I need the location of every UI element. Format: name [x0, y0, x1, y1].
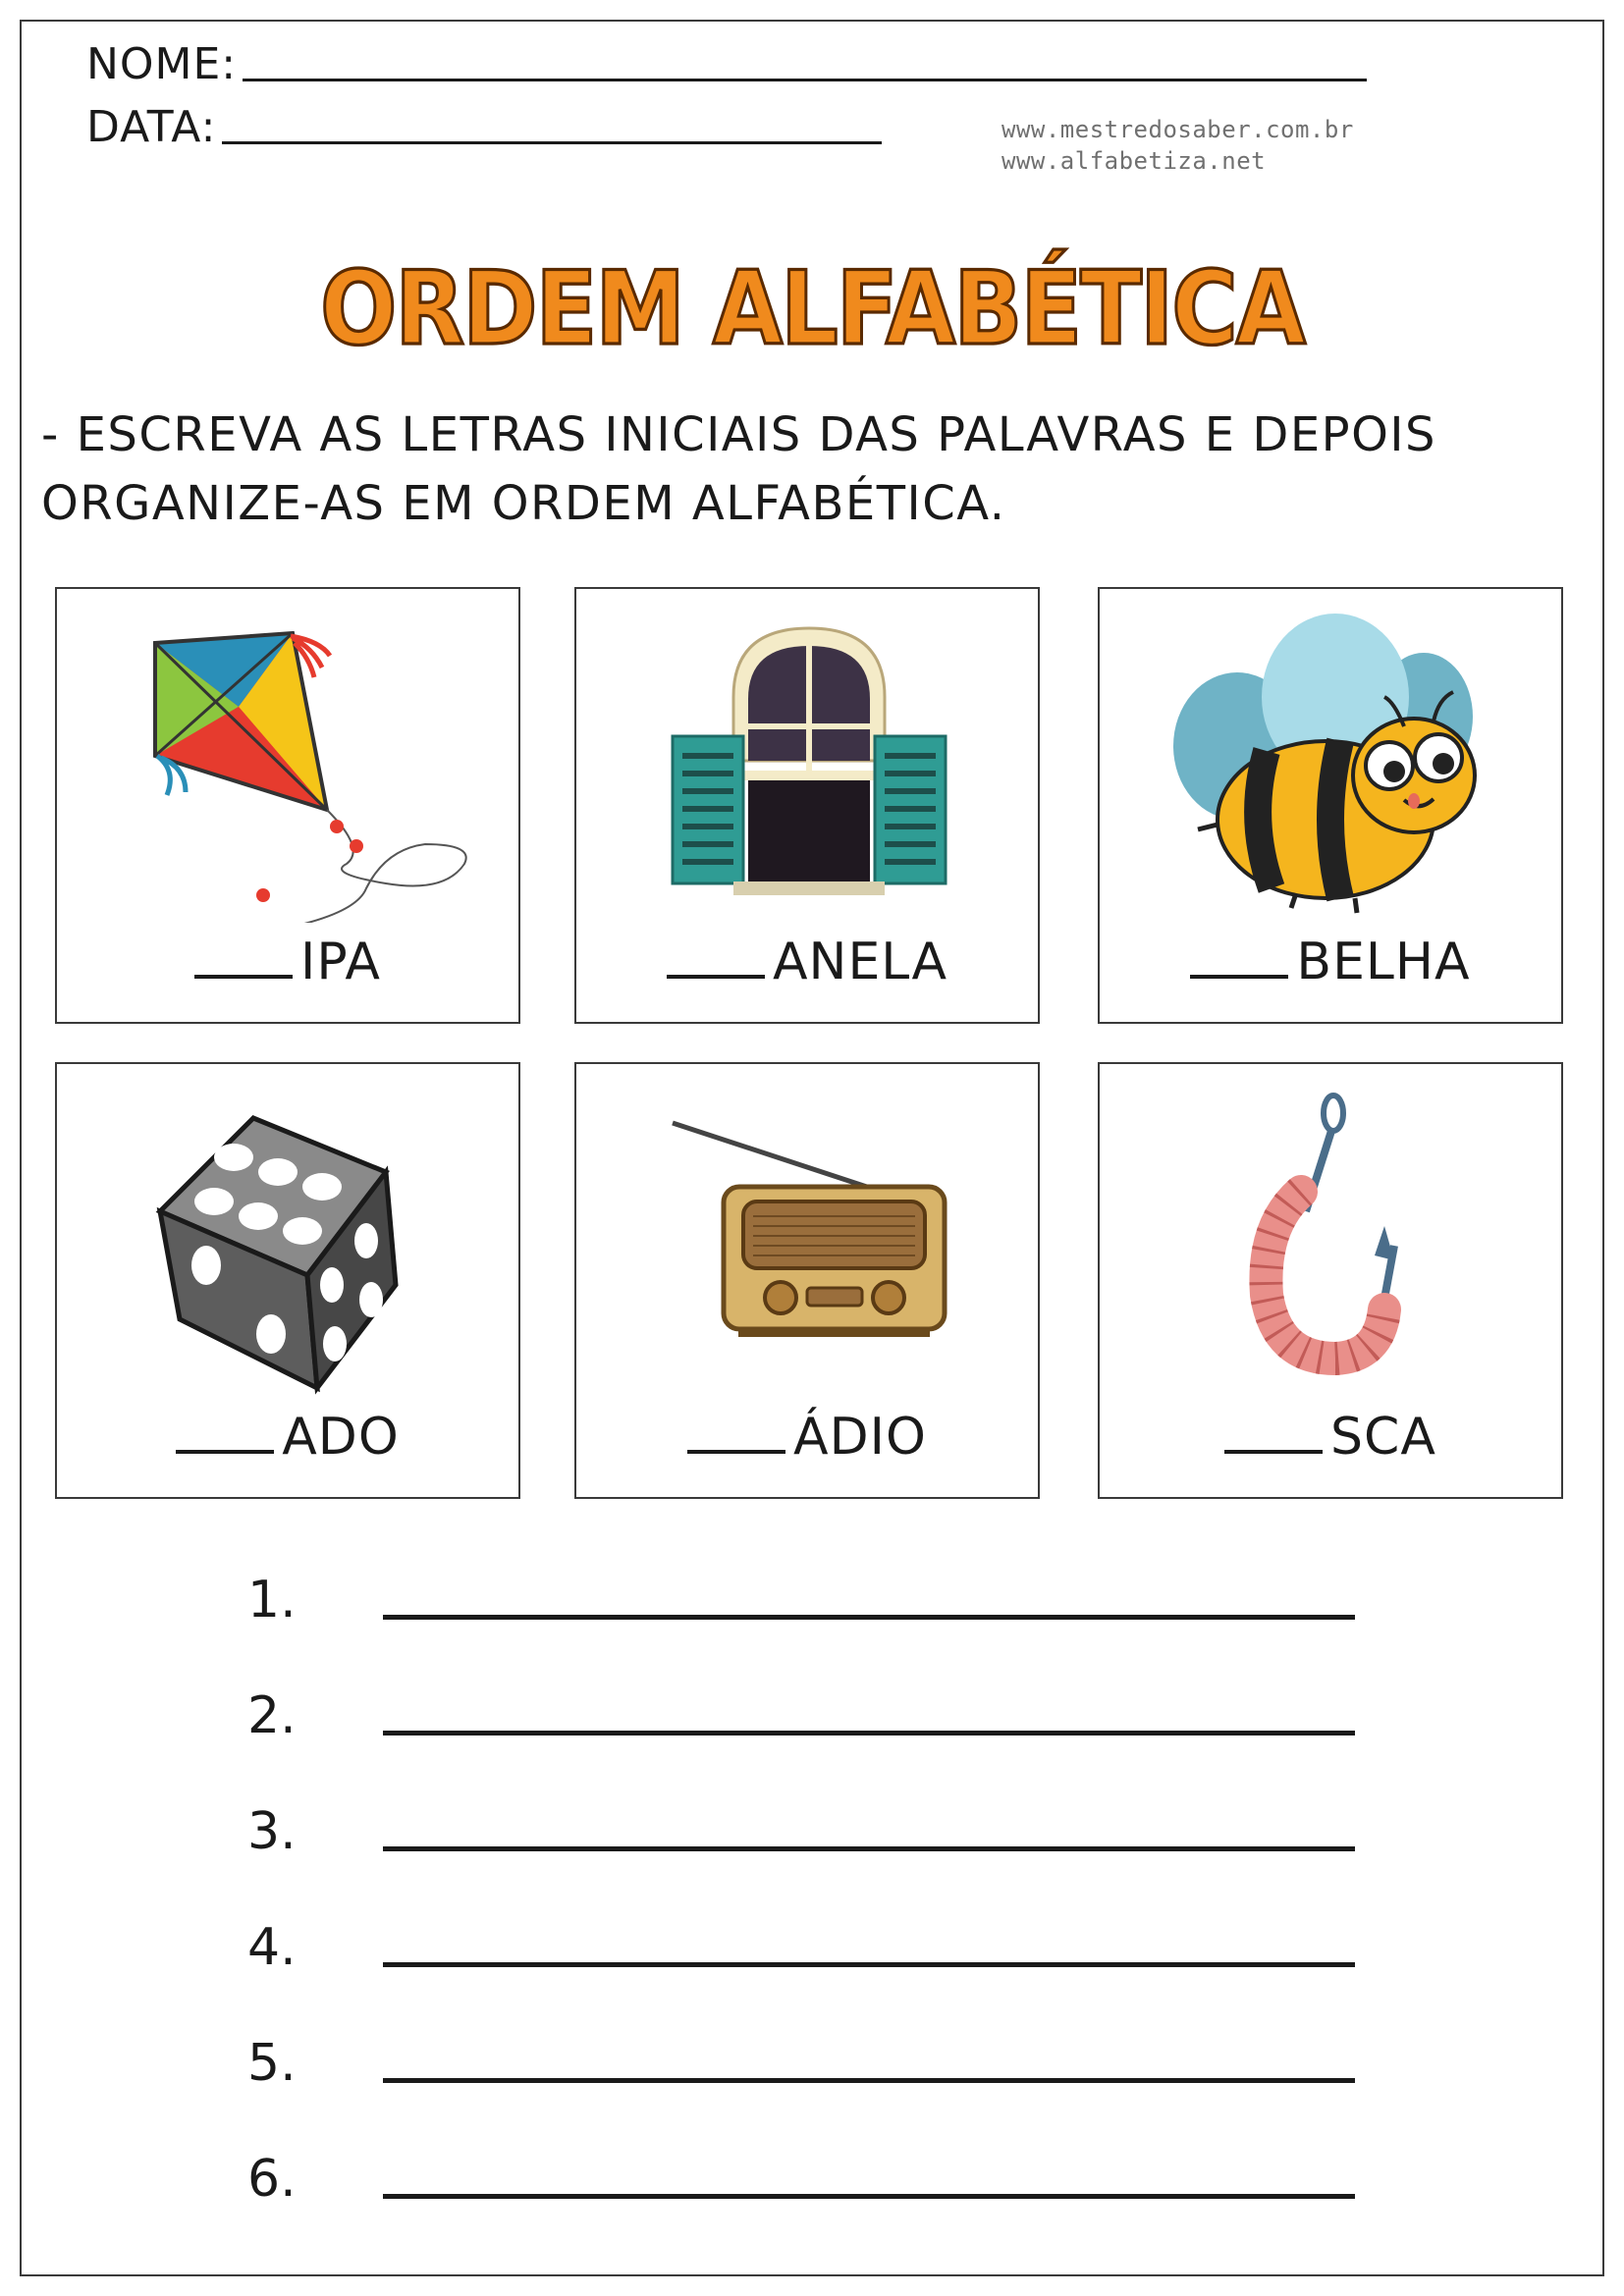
picture-card — [574, 587, 1040, 1024]
answer-number: 1. — [247, 1571, 297, 1629]
word-text: ANELA — [772, 933, 948, 991]
date-label: DATA: — [86, 102, 217, 152]
answer-row[interactable] — [247, 1918, 1355, 1977]
date-line[interactable] — [222, 141, 882, 144]
answer-line[interactable] — [383, 2194, 1355, 2199]
word-text: IPA — [300, 933, 381, 991]
answer-number: 4. — [247, 1918, 297, 1977]
word-label — [1100, 933, 1561, 991]
website-link: www.mestredosaber.com.br — [1001, 116, 1354, 143]
answer-line[interactable] — [383, 2078, 1355, 2083]
word-text: ÁDIO — [793, 1408, 927, 1467]
word-text: ADO — [282, 1408, 400, 1467]
answer-number: 3. — [247, 1802, 297, 1861]
website-link: www.alfabetiza.net — [1001, 147, 1267, 175]
name-line[interactable] — [243, 79, 1367, 81]
letter-blank[interactable] — [176, 1450, 274, 1454]
name-field[interactable] — [86, 39, 1367, 89]
answer-line[interactable] — [383, 1731, 1355, 1735]
picture-card — [1098, 1062, 1563, 1499]
answer-row[interactable] — [247, 1686, 1355, 1745]
picture-card — [55, 1062, 520, 1499]
radio-icon — [576, 1064, 1042, 1398]
page-title: ORDEM ALFABÉTICA — [320, 250, 1304, 368]
dice-icon — [57, 1064, 522, 1398]
answer-line[interactable] — [383, 1615, 1355, 1620]
letter-blank[interactable] — [667, 975, 765, 979]
answer-number: 5. — [247, 2034, 297, 2093]
word-label — [1100, 1408, 1561, 1467]
letter-blank[interactable] — [194, 975, 293, 979]
word-label — [576, 933, 1038, 991]
letter-blank[interactable] — [687, 1450, 785, 1454]
bee-icon — [1100, 589, 1565, 923]
worm-hook-icon — [1100, 1064, 1565, 1398]
picture-card — [574, 1062, 1040, 1499]
kite-icon — [57, 589, 522, 923]
letter-blank[interactable] — [1224, 1450, 1323, 1454]
word-label — [57, 933, 518, 991]
answer-number: 6. — [247, 2150, 297, 2209]
answer-line[interactable] — [383, 1846, 1355, 1851]
answer-line[interactable] — [383, 1962, 1355, 1967]
word-label — [57, 1408, 518, 1467]
letter-blank[interactable] — [1190, 975, 1288, 979]
picture-card — [1098, 587, 1563, 1024]
window-icon — [576, 589, 1042, 923]
picture-card — [55, 587, 520, 1024]
word-label — [576, 1408, 1038, 1467]
word-text: SCA — [1330, 1408, 1436, 1467]
answer-number: 2. — [247, 1686, 297, 1745]
date-field[interactable] — [86, 102, 882, 152]
answer-row[interactable] — [247, 2034, 1355, 2093]
word-text: BELHA — [1296, 933, 1471, 991]
answer-row[interactable] — [247, 1802, 1355, 1861]
name-label: NOME: — [86, 39, 238, 89]
answer-row[interactable] — [247, 1571, 1355, 1629]
instructions: - ESCREVA AS LETRAS INICIAIS DAS PALAVRAS E DEPOIS ORGANIZE-AS EM ORDEM ALFABÉTICA. — [41, 407, 1436, 531]
answer-row[interactable] — [247, 2150, 1355, 2209]
